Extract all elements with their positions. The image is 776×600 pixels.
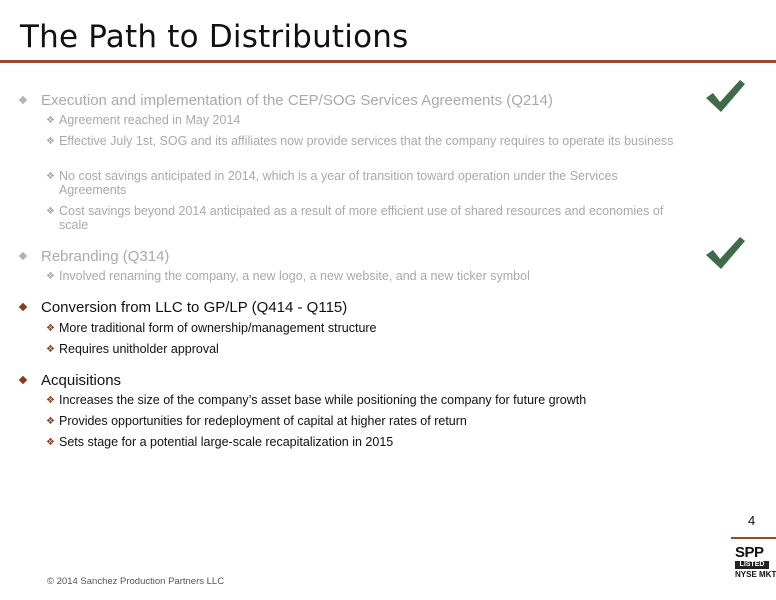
diamond-outline-bullet-icon: ❖ xyxy=(46,437,55,448)
sub-bullet-text: Provides opportunities for redeployment of capital at higher rates of return xyxy=(59,414,467,428)
logo-mark: SPP xyxy=(735,544,764,561)
diamond-outline-bullet-icon: ❖ xyxy=(46,416,55,427)
diamond-outline-bullet-icon: ❖ xyxy=(46,206,55,217)
sub-bullet-text: Increases the size of the company’s asset base while positioning the company for future growth xyxy=(59,393,587,407)
bullet-text: Conversion from LLC to GP/LP (Q414 - Q115) xyxy=(41,299,348,316)
diamond-outline-bullet-icon: ❖ xyxy=(46,136,55,147)
sub-bullet-text: Involved renaming the company, a new logo, a new website, and a new ticker symbol xyxy=(59,269,530,283)
bullet-text: Rebranding (Q314) xyxy=(41,248,170,265)
logo-band: LISTED xyxy=(735,561,769,569)
diamond-outline-bullet-icon: ❖ xyxy=(46,115,55,126)
sub-bullet-text: Cost savings beyond 2014 anticipated as a result of more efficient use of shared resources and economies of scale xyxy=(59,204,664,232)
slide-title: The Path to Distributions xyxy=(20,19,409,55)
checkmark-icon xyxy=(704,78,746,116)
diamond-bullet-icon xyxy=(19,376,27,384)
diamond-outline-bullet-icon: ❖ xyxy=(46,171,55,182)
copyright-notice: © 2014 Sanchez Production Partners LLC xyxy=(47,576,225,587)
diamond-outline-bullet-icon: ❖ xyxy=(46,323,55,334)
logo-exchange: NYSE MKT xyxy=(735,570,776,579)
bullet-text: Execution and implementation of the CEP/SOG Services Agreements (Q214) xyxy=(41,92,553,109)
diamond-outline-bullet-icon: ❖ xyxy=(46,395,55,406)
diamond-bullet-icon xyxy=(19,96,27,104)
company-logo xyxy=(734,544,776,579)
diamond-outline-bullet-icon: ❖ xyxy=(46,271,55,282)
sub-bullet-text: Requires unitholder approval xyxy=(59,342,219,356)
checkmark-icon xyxy=(704,235,746,273)
sub-bullet-text: Effective July 1st, SOG and its affiliates now provide services that the company requires to operate its business xyxy=(59,134,674,148)
page-number: 4 xyxy=(748,513,756,528)
bullet-text: Acquisitions xyxy=(41,372,122,389)
sub-bullet-text: Sets stage for a potential large-scale recapitalization in 2015 xyxy=(59,435,394,449)
sub-bullet-text: No cost savings anticipated in 2014, which is a year of transition toward operation under the Services Agreements xyxy=(59,169,618,197)
footer-divider xyxy=(731,537,776,539)
diamond-bullet-icon xyxy=(19,252,27,260)
sub-bullet-text: More traditional form of ownership/management structure xyxy=(59,321,377,335)
sub-bullet-text: Agreement reached in May 2014 xyxy=(59,113,241,127)
diamond-bullet-icon xyxy=(19,303,27,311)
diamond-outline-bullet-icon: ❖ xyxy=(46,344,55,355)
